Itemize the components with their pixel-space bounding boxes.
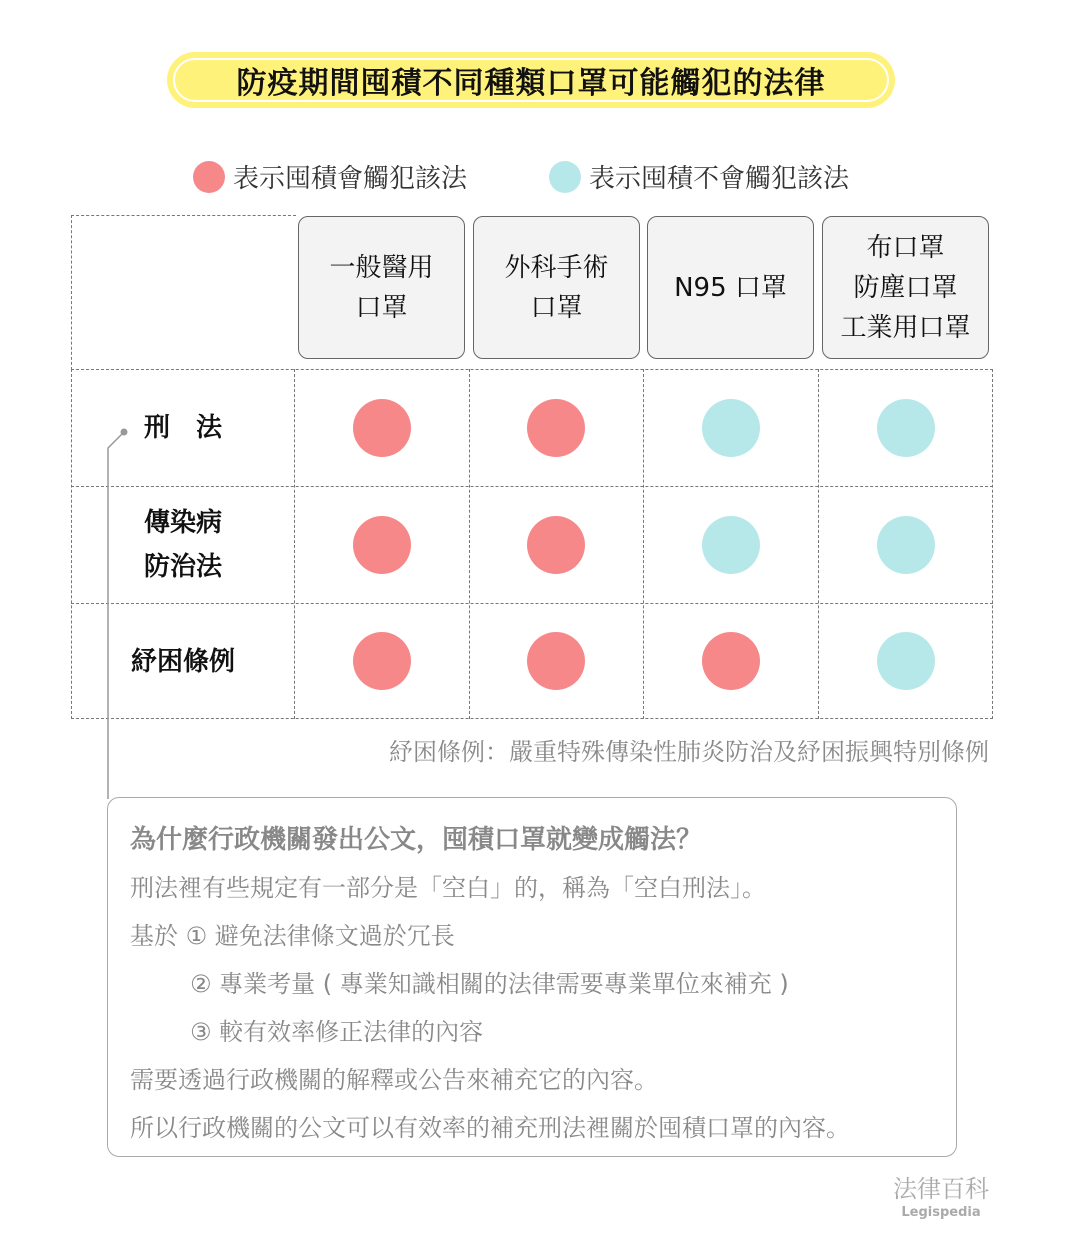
legend-violate-label: 表示囤積會觸犯該法 [233,164,468,194]
explanation-line-6: 所以行政機關的公文可以有效率的補充刑法裡關於囤積口罩的內容。 [130,1114,850,1142]
legend-violate-dot [193,161,225,193]
row-label-criminal-law: 刑 法 [143,413,222,443]
column-header-medical-mask: 一般醫用 口罩 [298,216,465,359]
no-violate-dot-r1-c3 [877,516,935,574]
legend-violate [193,158,467,195]
violate-dot-r0-c0 [353,399,411,457]
explanation-line-5: 需要透過行政機關的解釋或公告來補充它的內容。 [130,1066,658,1094]
explanation-line-2: 基於 ① 避免法律條文過於冗長 [130,922,455,950]
violate-dot-r2-c1 [527,632,585,690]
footnote: 紓困條例：嚴重特殊傳染性肺炎防治及紓困振興特別條例 [389,738,989,766]
brand-sub: Legispedia [901,1205,981,1220]
column-header-surgical-mask: 外科手術 口罩 [473,216,640,359]
brand-name: 法律百科 [893,1175,989,1203]
explanation-line-3: ② 專業考量 ( 專業知識相關的法律需要專業單位來補充 ) [190,970,789,998]
violate-dot-r1-c1 [527,516,585,574]
legend-no-violate-label: 表示囤積不會觸犯該法 [589,164,850,194]
violate-dot-r1-c0 [353,516,411,574]
no-violate-dot-r0-c3 [877,399,935,457]
legend-no-violate-dot [549,161,581,193]
connector-line [100,420,140,800]
explanation-line-4: ③ 較有效率修正法律的內容 [190,1018,484,1046]
explanation-line-1: 刑法裡有些規定有一部分是「空白」的，稱為「空白刑法」。 [130,874,766,902]
col-divider-2 [643,369,644,719]
page-title: 防疫期間囤積不同種類口罩可能觸犯的法律 [173,58,889,102]
title-banner [167,52,895,108]
column-header-n95-mask: N95 口罩 [647,216,814,359]
explanation-box [107,797,957,1157]
legend-no-violate [549,158,849,195]
column-header-cloth-mask: 布口罩 防塵口罩 工業用口罩 [822,216,989,359]
row-label-communicable-disease-act: 傳染病 防治法 [143,508,222,582]
violate-dot-r0-c1 [527,399,585,457]
no-violate-dot-r0-c2 [702,399,760,457]
col-divider-1 [469,369,470,719]
violate-dot-r2-c2 [702,632,760,690]
col-divider-0 [294,369,295,719]
explanation-title: 為什麼行政機關發出公文，囤積口罩就變成觸法？ [130,825,703,855]
no-violate-dot-r1-c2 [702,516,760,574]
brand-logo [876,1174,1006,1222]
col-divider-3 [818,369,819,719]
row-label-header-cell [71,215,296,370]
violate-dot-r2-c0 [353,632,411,690]
no-violate-dot-r2-c3 [877,632,935,690]
row-label-relief-act: 紓困條例 [130,646,235,677]
